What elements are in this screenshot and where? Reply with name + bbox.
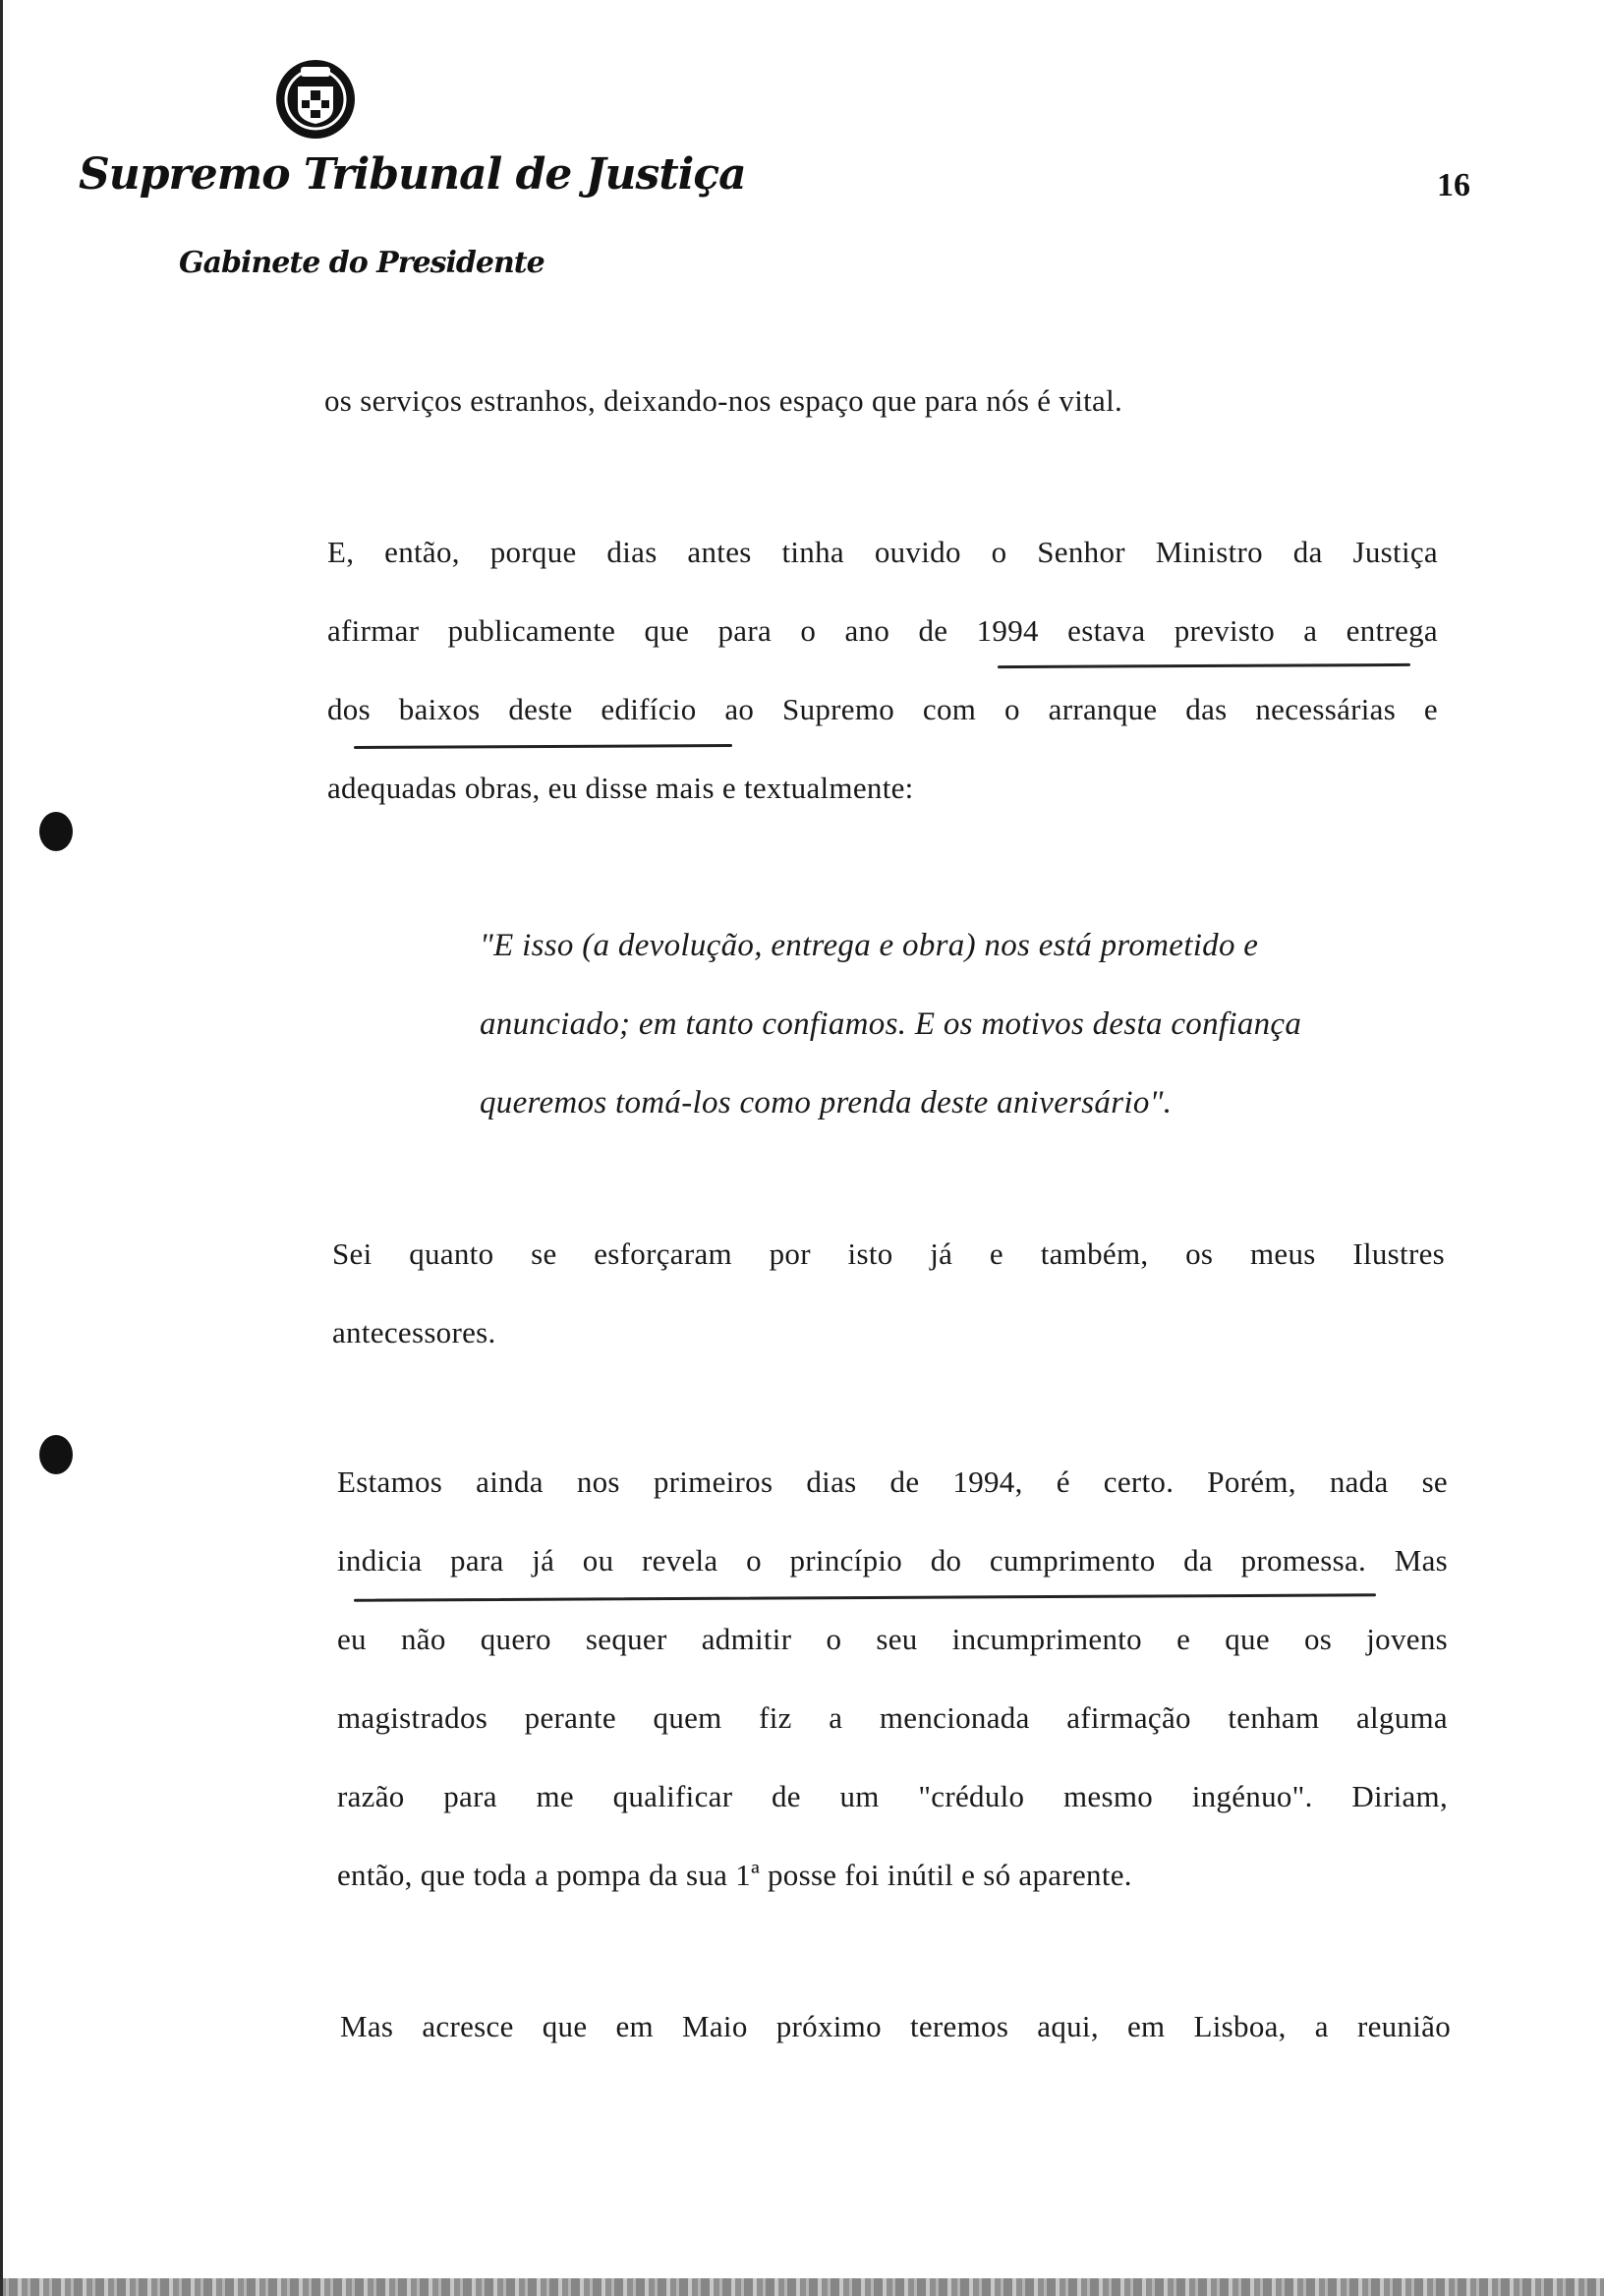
- text-line: razão para me qualificar de um "crédulo mesmo ingénuo". Diriam,: [337, 1779, 1448, 1813]
- text-line: Estamos ainda nos primeiros dias de 1994, é certo. Porém, nada se: [337, 1464, 1448, 1499]
- left-margin-line: [0, 0, 3, 2296]
- text-line: afirmar publicamente que para o ano de 1994 estava previsto a entrega: [327, 613, 1438, 648]
- page-number: 16: [1437, 167, 1470, 203]
- text-line: antecessores.: [332, 1315, 496, 1349]
- text-line: magistrados perante quem fiz a mencionada afirmação tenham alguma: [337, 1700, 1448, 1735]
- court-name-letterhead: Supremo Tribunal de Justiça: [79, 149, 746, 200]
- handwritten-underline: [354, 1593, 1376, 1601]
- text-line: adequadas obras, eu disse mais e textualmente:: [327, 771, 914, 805]
- office-name-letterhead: Gabinete do Presidente: [179, 246, 544, 280]
- scan-bottom-edge: [0, 2278, 1604, 2296]
- quote-line: queremos tomá-los como prenda deste aniversário".: [480, 1085, 1173, 1120]
- text-line: então, que toda a pompa da sua 1ª posse foi inútil e só aparente.: [337, 1858, 1132, 1892]
- text-line: dos baixos deste edifício ao Supremo com o arranque das necessárias e: [327, 692, 1438, 726]
- handwritten-underline: [998, 663, 1410, 668]
- punch-hole-top: [39, 812, 73, 851]
- coat-of-arms-emblem: [273, 57, 358, 142]
- text-line: Sei quanto se esforçaram por isto já e também, os meus Ilustres: [332, 1236, 1445, 1271]
- text-line: eu não quero sequer admitir o seu incumprimento e que os jovens: [337, 1622, 1448, 1656]
- handwritten-underline: [354, 744, 732, 749]
- text-line: E, então, porque dias antes tinha ouvido o Senhor Ministro da Justiça: [327, 535, 1438, 569]
- text-line: os serviços estranhos, deixando-nos espaço que para nós é vital.: [324, 383, 1123, 418]
- quote-line: "E isso (a devolução, entrega e obra) nos está prometido e: [480, 928, 1259, 963]
- text-line: indicia para já ou revela o princípio do cumprimento da promessa. Mas: [337, 1543, 1448, 1578]
- quote-line: anunciado; em tanto confiamos. E os motivos desta confiança: [480, 1006, 1302, 1042]
- text-line: Mas acresce que em Maio próximo teremos aqui, em Lisboa, a reunião: [340, 2009, 1451, 2043]
- punch-hole-bottom: [39, 1435, 73, 1474]
